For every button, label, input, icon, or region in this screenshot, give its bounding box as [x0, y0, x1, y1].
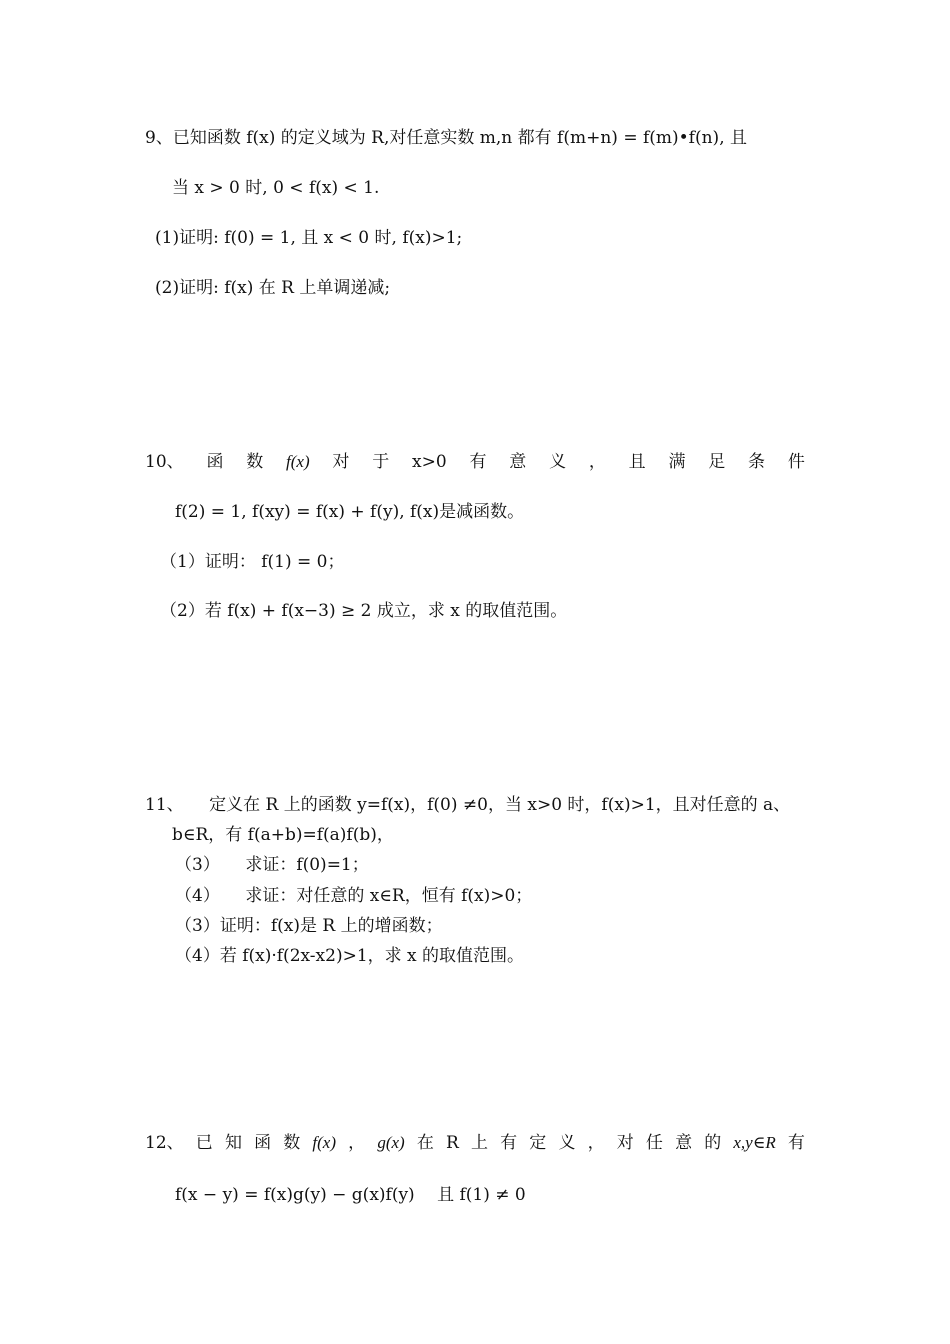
problem-12-word: 上: [470, 1133, 488, 1153]
problem-10-word: 满: [668, 452, 686, 472]
problem-12-word: 有: [500, 1133, 518, 1153]
problem-10-part-1: （1）证明： f(1) = 0；: [160, 552, 345, 572]
problem-11-part-4b: （4）若 f(x)·f(2x-x2)>1，求 x 的取值范围。: [175, 946, 525, 966]
problem-10-word: 有: [469, 452, 487, 472]
problem-9-line-2: 当 x > 0 时, 0 < f(x) < 1.: [172, 178, 380, 198]
problem-10-word: 义: [549, 452, 567, 472]
problem-12-word: 意: [675, 1133, 693, 1153]
problem-10-word: x>0: [412, 452, 447, 472]
problem-12-word: 知: [224, 1133, 242, 1153]
problem-12-word: f(x): [312, 1133, 337, 1152]
problem-11-part-4a: （4） 求证：对任意的 x∈R，恒有 f(x)>0；: [175, 886, 533, 906]
problem-10-word: 10、: [145, 452, 184, 472]
problem-10-word: 条: [748, 452, 766, 472]
problem-12-word: 义: [558, 1133, 576, 1153]
problem-12-word: g(x): [377, 1133, 405, 1152]
problem-10-word: 足: [708, 452, 726, 472]
problem-10-word: 于: [372, 452, 390, 472]
problem-12-word: 有: [787, 1133, 805, 1153]
problem-12-word: ，: [348, 1133, 366, 1153]
problem-10-line-2: f(2) = 1, f(xy) = f(x) + f(y), f(x)是减函数。: [175, 502, 525, 522]
problem-10-word: ，: [588, 452, 606, 472]
problem-10-word: 意: [509, 452, 527, 472]
problem-12-word: 在: [416, 1133, 434, 1153]
problem-12-word: 数: [283, 1133, 301, 1153]
problem-12-word: R: [446, 1133, 459, 1153]
problem-12-word: ，: [587, 1133, 605, 1153]
problem-10-word: 数: [246, 452, 264, 472]
problem-10-line-1: [145, 451, 805, 473]
problem-12-word: 的: [704, 1133, 722, 1153]
problem-9-line-1: 9、已知函数 f(x) 的定义域为 R,对任意实数 m,n 都有 f(m+n) = f(m)•f(n), 且: [145, 128, 747, 148]
problem-10-word: 对: [332, 452, 350, 472]
problem-10-word: 件: [787, 452, 805, 472]
problem-12-word: 对: [616, 1133, 634, 1153]
problem-12-word: 12、: [145, 1133, 184, 1153]
problem-12-word: 定: [529, 1133, 547, 1153]
problem-12-word: x,y∈R: [733, 1133, 776, 1152]
problem-11-line-1: 11、 定义在 R 上的函数 y=f(x)，f(0) ≠0，当 x>0 时，f(x)>1，且对任意的 a、: [145, 795, 791, 815]
problem-11-part-3b: （3）证明：f(x)是 R 上的增函数；: [175, 916, 443, 936]
problem-9-part-2: (2)证明: f(x) 在 R 上单调递减;: [155, 278, 391, 298]
problem-10-word: 且: [628, 452, 646, 472]
problem-9-part-1: (1)证明: f(0) = 1, 且 x < 0 时, f(x)>1;: [155, 228, 463, 248]
problem-12-line-2: f(x − y) = f(x)g(y) − g(x)f(y) 且 f(1) ≠ 0: [175, 1185, 526, 1205]
problem-10-part-2: （2）若 f(x) + f(x−3) ≥ 2 成立，求 x 的取值范围。: [160, 601, 568, 621]
problem-10-word: 函: [206, 452, 224, 472]
problem-12-word: 已: [195, 1133, 213, 1153]
problem-11-part-3a: （3） 求证：f(0)=1；: [175, 855, 369, 875]
problem-12-word: 任: [645, 1133, 663, 1153]
problem-10-word: f(x): [286, 452, 310, 471]
problem-11-line-2: b∈R，有 f(a+b)=f(a)f(b)，: [172, 825, 394, 845]
problem-12-line-1: [145, 1132, 805, 1154]
problem-12-word: 函: [254, 1133, 272, 1153]
